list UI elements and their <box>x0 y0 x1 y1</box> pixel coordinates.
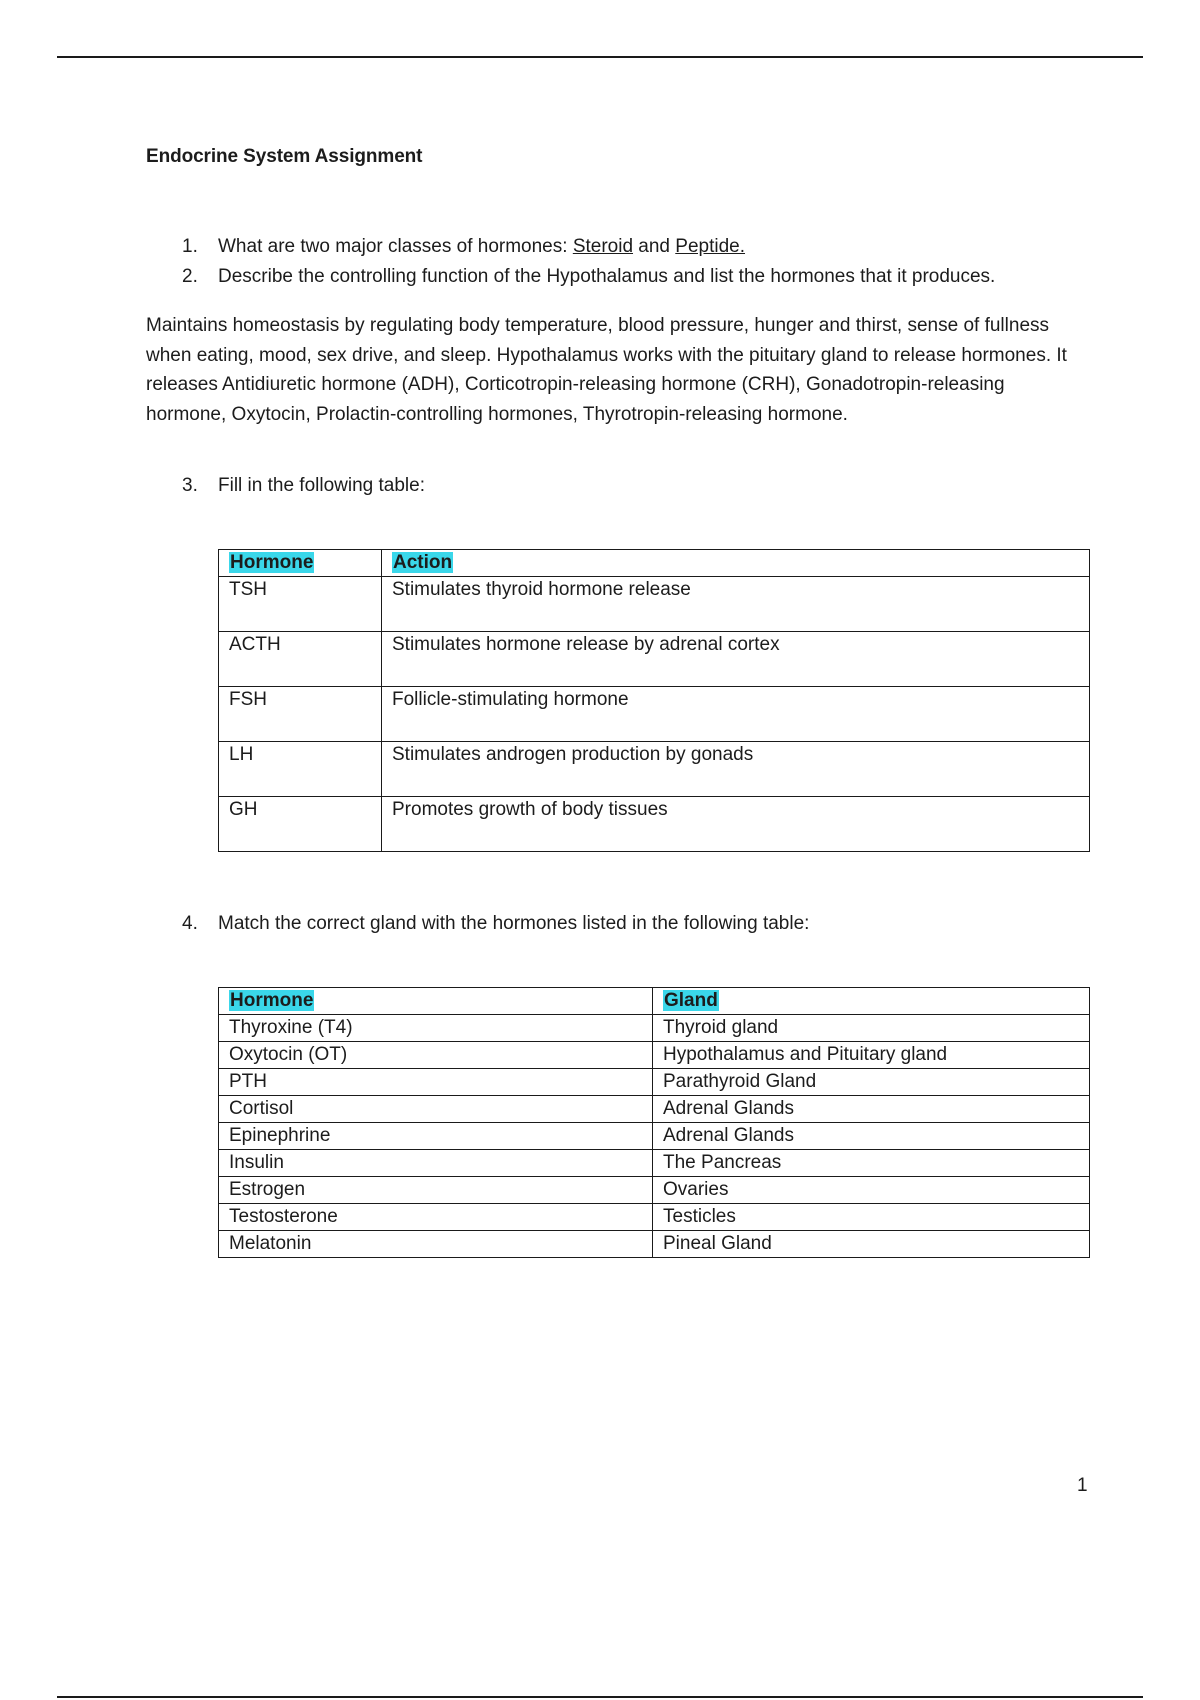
gland-cell: Thyroid gland <box>653 1015 1090 1042</box>
gland-cell: Parathyroid Gland <box>653 1069 1090 1096</box>
hormone-cell: TSH <box>219 577 382 632</box>
footer-rule <box>57 1696 1143 1698</box>
hormone-cell: Insulin <box>219 1150 653 1177</box>
action-cell: Stimulates thyroid hormone release <box>382 577 1090 632</box>
table-header-row <box>219 550 1090 577</box>
table-row <box>219 1123 1090 1150</box>
question-text: Fill in the following table: <box>218 475 425 496</box>
table-row <box>219 1042 1090 1069</box>
table-row <box>219 1150 1090 1177</box>
hormone-cell: PTH <box>219 1069 653 1096</box>
action-cell: Promotes growth of body tissues <box>382 797 1090 852</box>
header-cell <box>382 550 1090 577</box>
hormone-gland-table <box>218 987 1090 1258</box>
hormone-cell: Estrogen <box>219 1177 653 1204</box>
action-cell: Follicle-stimulating hormone <box>382 687 1090 742</box>
table-row <box>219 1177 1090 1204</box>
header-cell <box>653 988 1090 1015</box>
table-header-row <box>219 988 1090 1015</box>
table-row <box>219 797 1090 852</box>
answer-steroid: Steroid <box>572 236 634 257</box>
question-number: 3. <box>182 475 198 496</box>
header-hormone: Hormone <box>230 990 314 1011</box>
table-row <box>219 1096 1090 1123</box>
question-text: Describe the controlling function of the Hypothalamus and list the hormones that it produces. <box>218 266 996 287</box>
hormone-cell: FSH <box>219 687 382 742</box>
question-number: 2. <box>182 266 198 287</box>
header-hormone: Hormone <box>230 552 314 573</box>
hormone-cell: Oxytocin (OT) <box>219 1042 653 1069</box>
hormone-cell: Cortisol <box>219 1096 653 1123</box>
question-prefix: What are two major classes of hormones: <box>218 236 573 257</box>
action-cell: Stimulates hormone release by adrenal cortex <box>382 632 1090 687</box>
gland-cell: Pineal Gland <box>653 1231 1090 1258</box>
table-row <box>219 1069 1090 1096</box>
question-text <box>218 236 745 258</box>
gland-cell: The Pancreas <box>653 1150 1090 1177</box>
document-title: Endocrine System Assignment <box>146 146 423 167</box>
question-number: 4. <box>182 913 198 934</box>
hypothalamus-answer: Maintains homeostasis by regulating body temperature, blood pressure, hunger and thirst, sense of fullness when eating, mood, sex drive, and sleep. Hypothalamus works with the pituitary gland to release hormones. It releases Antidiuretic hormone (ADH), Corticotropin-releasing hormone (CRH), Gonadotropin-releasing hormone, Oxytocin, Prolactin-controlling hormones, Thyrotropin-releasing hormone. <box>146 315 1067 425</box>
table-row <box>219 1231 1090 1258</box>
header-rule <box>57 56 1143 58</box>
hormone-cell: Epinephrine <box>219 1123 653 1150</box>
header-cell <box>219 988 653 1015</box>
answer-peptide: Peptide. <box>675 236 746 257</box>
question-number: 1. <box>182 236 198 257</box>
table-row <box>219 1015 1090 1042</box>
table-row <box>219 632 1090 687</box>
hormone-cell: LH <box>219 742 382 797</box>
gland-cell: Testicles <box>653 1204 1090 1231</box>
gland-cell: Adrenal Glands <box>653 1123 1090 1150</box>
table-row <box>219 1204 1090 1231</box>
hormone-cell: Testosterone <box>219 1204 653 1231</box>
table-row <box>219 577 1090 632</box>
page-number: 1 <box>1077 1475 1088 1496</box>
header-gland: Gland <box>664 990 718 1011</box>
table-row <box>219 687 1090 742</box>
question-text: Match the correct gland with the hormones listed in the following table: <box>218 913 810 934</box>
hormone-cell: Thyroxine (T4) <box>219 1015 653 1042</box>
hormone-action-table <box>218 549 1090 852</box>
question-conjunction: and <box>633 236 676 257</box>
header-cell <box>219 550 382 577</box>
hormone-cell: GH <box>219 797 382 852</box>
gland-cell: Hypothalamus and Pituitary gland <box>653 1042 1090 1069</box>
hormone-cell: ACTH <box>219 632 382 687</box>
gland-cell: Ovaries <box>653 1177 1090 1204</box>
gland-cell: Adrenal Glands <box>653 1096 1090 1123</box>
hormone-cell: Melatonin <box>219 1231 653 1258</box>
action-cell: Stimulates androgen production by gonads <box>382 742 1090 797</box>
header-action: Action <box>393 552 453 573</box>
table-row <box>219 742 1090 797</box>
